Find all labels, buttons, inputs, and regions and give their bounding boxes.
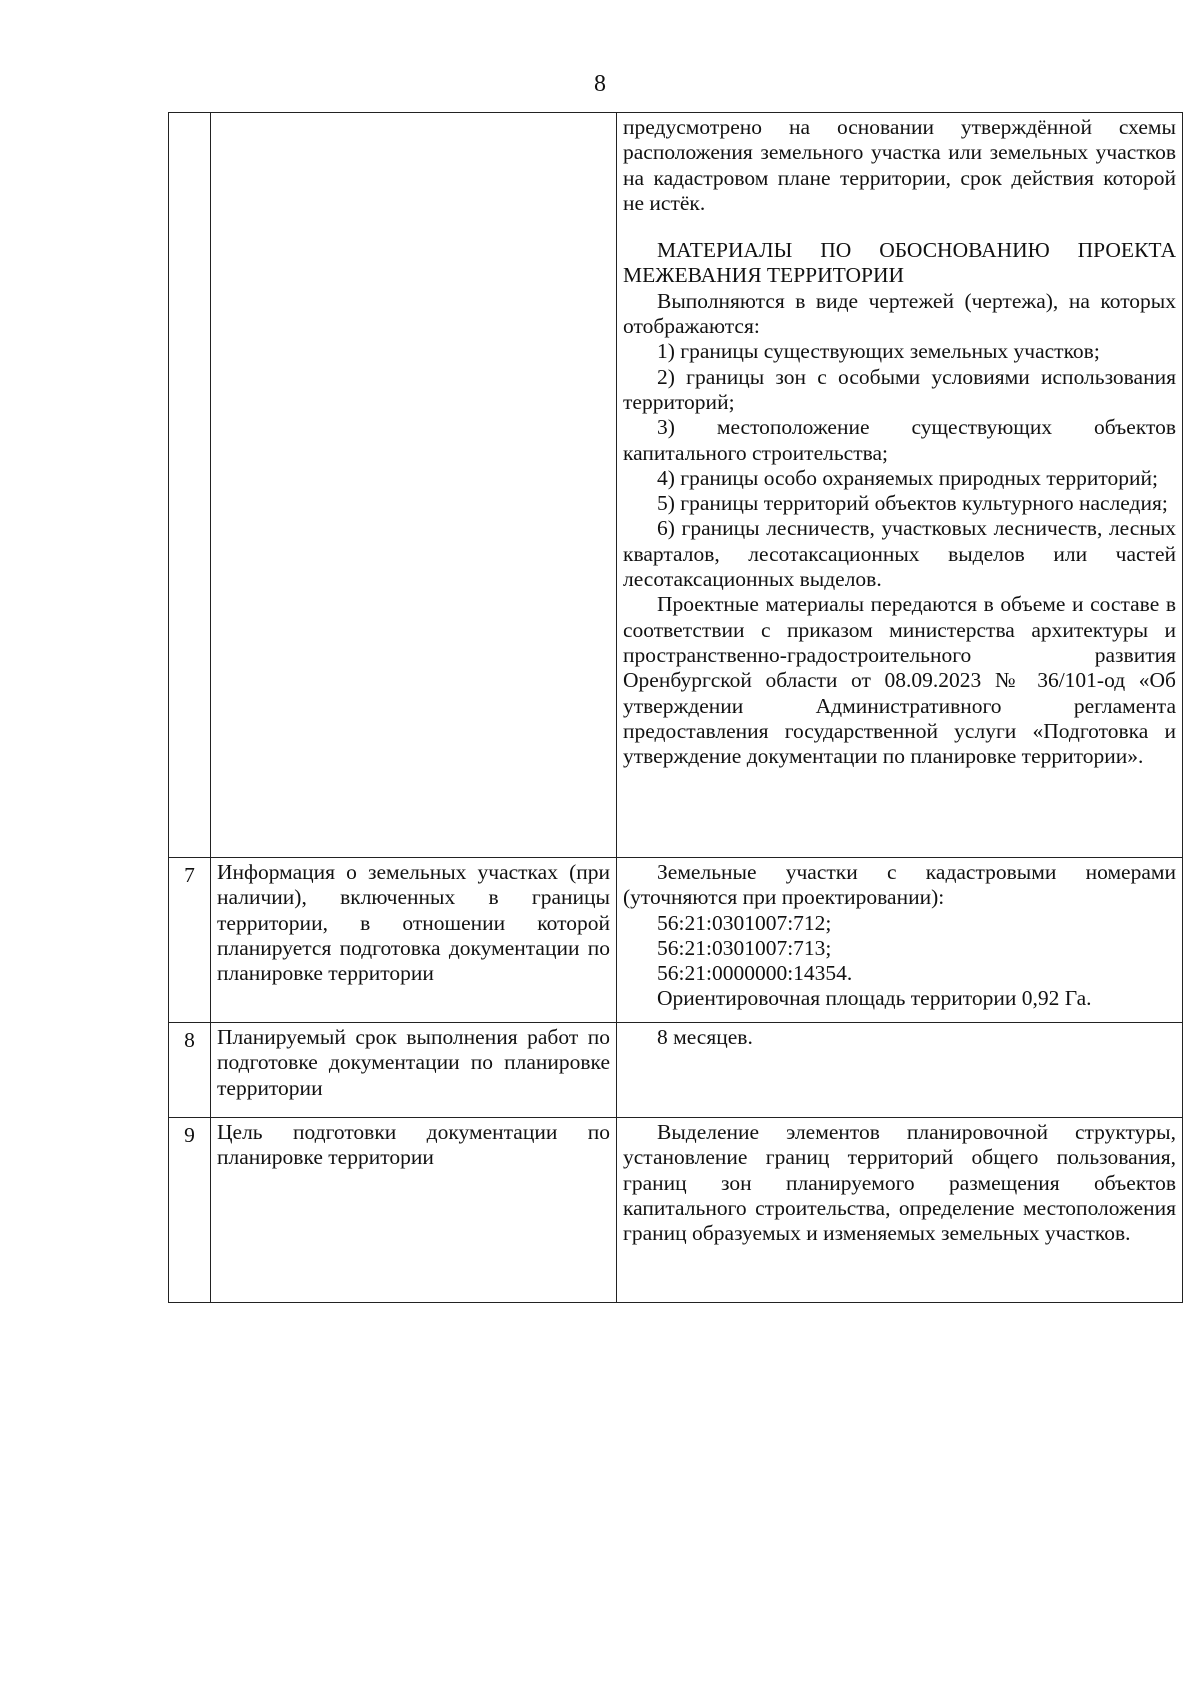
cadastral-number: 56:21:0301007:712;	[657, 910, 832, 935]
list-item: 4) границы особо охраняемых природных территорий;	[657, 465, 1158, 490]
row-value	[617, 858, 1183, 1023]
row-number: 8	[169, 1023, 211, 1118]
list-item: 1) границы существующих земельных участков;	[657, 339, 1100, 364]
list-item: 5) границы территорий объектов культурного наследия;	[657, 491, 1168, 516]
section-heading: МАТЕРИАЛЫ ПО ОБОСНОВАНИЮ ПРОЕКТА МЕЖЕВАНИЯ ТЕРРИТОРИИ	[623, 238, 1176, 288]
area-line: Ориентировочная площадь территории 0,92 Га.	[657, 986, 1092, 1011]
value-line: Земельные участки с кадастровыми номерами (уточняются при проектировании):	[623, 860, 1176, 910]
continuation-lead: Выполняются в виде чертежей (чертежа), на которых отображаются:	[623, 288, 1176, 339]
table-row	[169, 858, 1183, 1023]
list-item: 6) границы лесничеств, участковых лесничеств, лесных кварталов, лесотаксационных выделов или частей лесотаксационных выделов.	[623, 516, 1176, 592]
row-value	[617, 1118, 1183, 1303]
table-row	[169, 1118, 1183, 1303]
table-row	[169, 1023, 1183, 1118]
list-item: 3) местоположение существующих объектов капитального строительства;	[623, 415, 1176, 465]
row-name: Цель подготовки документации по планировке территории	[211, 1118, 617, 1303]
row-name: Планируемый срок выполнения работ по подготовке документации по планировке территории	[211, 1023, 617, 1118]
list-item: 2) границы зон с особыми условиями использования территорий;	[623, 364, 1176, 414]
cadastral-number: 56:21:0000000:14354.	[657, 961, 853, 986]
document-table	[168, 112, 1183, 1303]
value-line: 8 месяцев.	[657, 1025, 753, 1049]
row-value	[617, 1023, 1183, 1118]
num-cell-empty	[169, 113, 211, 858]
row-number: 7	[169, 858, 211, 1023]
value-line: Выделение элементов планировочной структуры, установление границ территорий общего пользования, границ зон планируемого размещения объектов капитального строительства, определение местоположения границ образуемых и изменяемых земельных участков.	[623, 1120, 1176, 1246]
row-number: 9	[169, 1118, 211, 1303]
name-cell-empty	[211, 113, 617, 858]
continuation-intro: предусмотрено на основании утверждённой схемы расположения земельного участка или земельных участков на кадастровом плане территории, срок действия которой не истёк.	[623, 115, 1176, 215]
page-number: 8	[594, 71, 606, 97]
table-row-continuation	[169, 113, 1183, 858]
row-name: Информация о земельных участках (при наличии), включенных в границы территории, в отношении которой планируется подготовка документации по планировке территории	[211, 858, 617, 1023]
continuation-closing: Проектные материалы передаются в объеме и составе в соответствии с приказом министерства архитектуры и пространственно-градостроительного развития Оренбургской области от 08.09.2023 № 36/101-од «Об утверждении Административного регламента предоставления государственной услуги «Подготовка и утверждение документации по планировке территории».	[623, 592, 1176, 769]
value-cell-continuation	[617, 113, 1183, 858]
cadastral-number: 56:21:0301007:713;	[657, 935, 832, 960]
